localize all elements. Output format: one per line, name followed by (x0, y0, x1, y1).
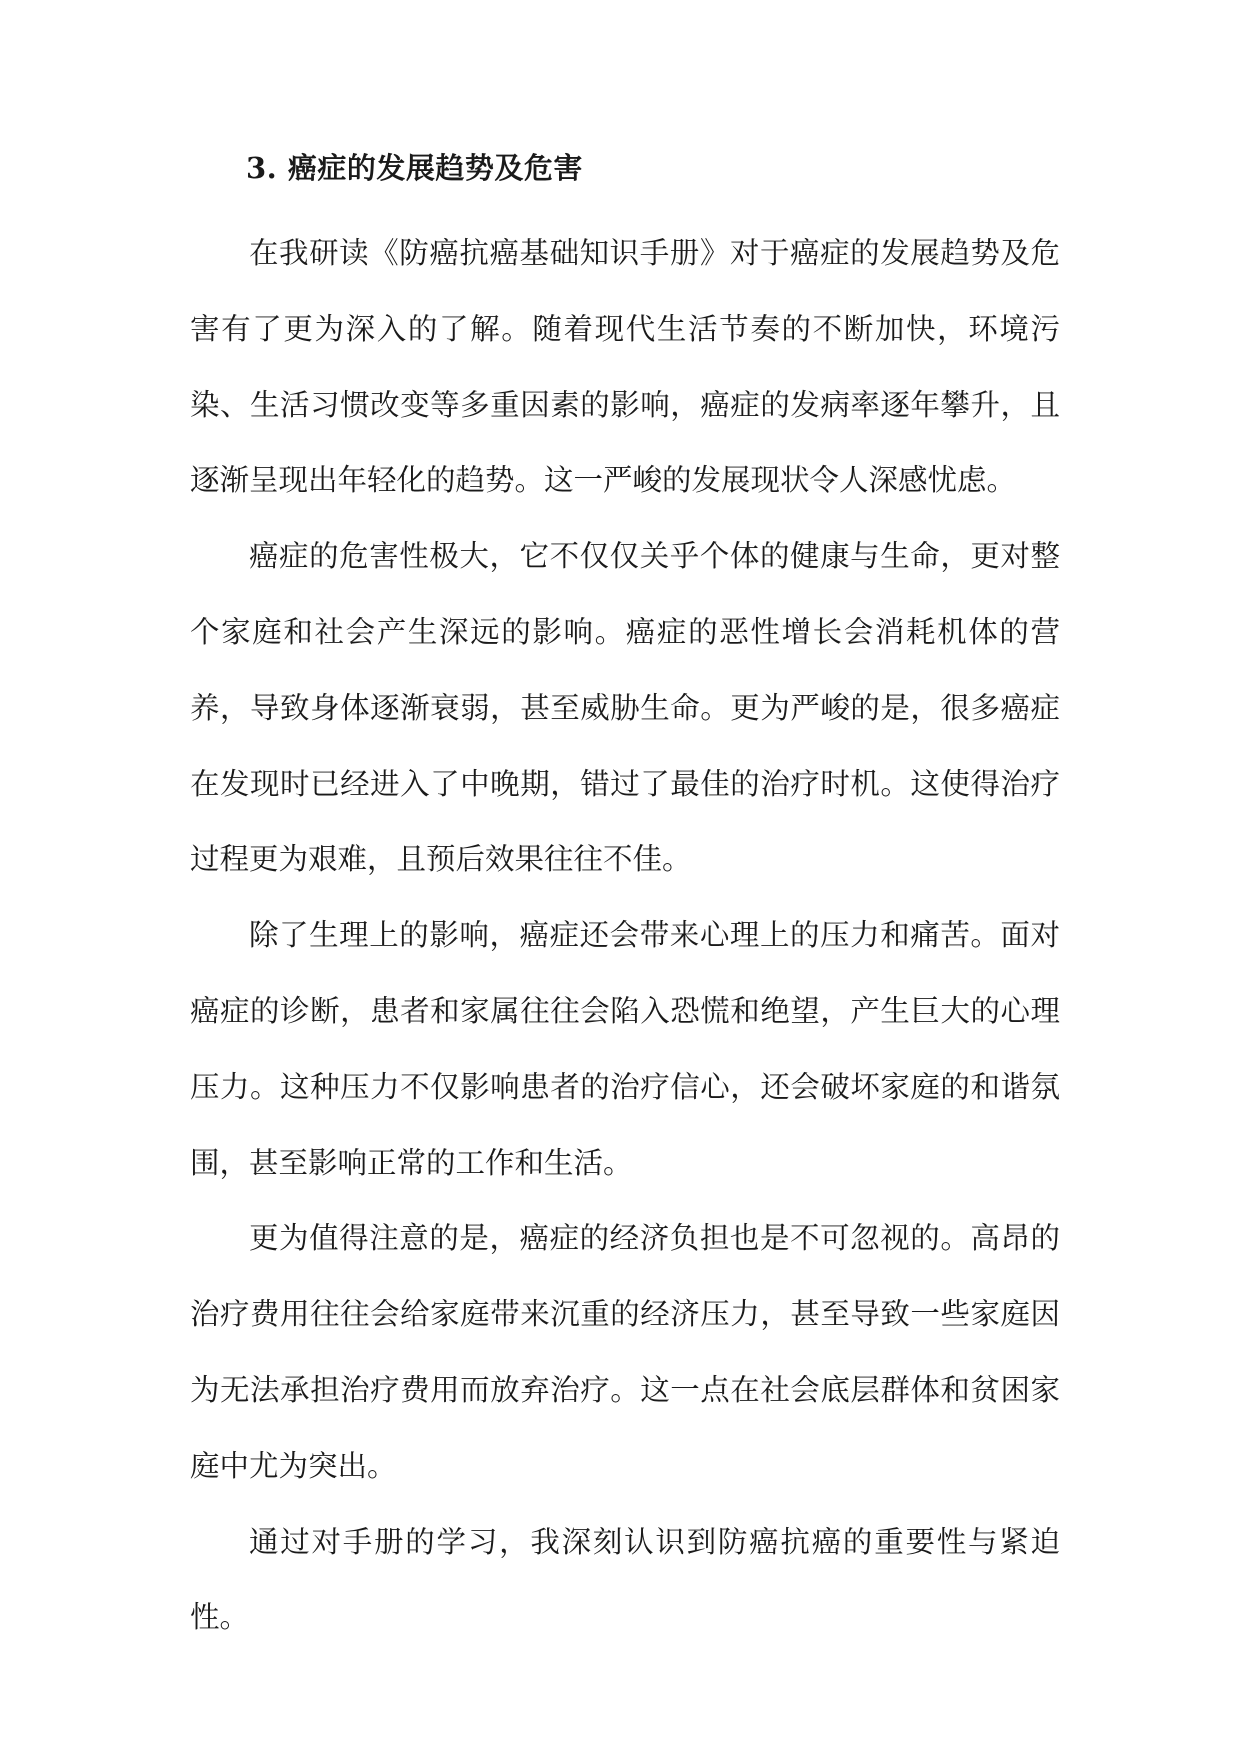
paragraph-harm: 癌症的危害性极大，它不仅仅关乎个体的健康与生命，更对整个家庭和社会产生深远的影响。癌症的恶性增长会消耗机体的营养，导致身体逐渐衰弱，甚至威胁生命。更为严峻的是，很多癌症在发现时已经进入了中晚期，错过了最佳的治疗时机。这使得治疗过程更为艰难，且预后效果往往不佳。 (190, 539, 1060, 877)
body-text (190, 216, 1060, 1656)
section-heading: 3. 癌症的发展趋势及危害 (246, 151, 583, 185)
paragraph-psychological: 除了生理上的影响，癌症还会带来心理上的压力和痛苦。面对癌症的诊断，患者和家属往往会陷入恐慌和绝望，产生巨大的心理压力。这种压力不仅影响患者的治疗信心，还会破坏家庭的和谐氛围，甚至影响正常的工作和生活。 (190, 918, 1060, 1180)
paragraph-trend: 在我研读《防癌抗癌基础知识手册》对于癌症的发展趋势及危害有了更为深入的了解。随着现代生活节奏的不断加快，环境污染、生活习惯改变等多重因素的影响，癌症的发病率逐年攀升，且逐渐呈现出年轻化的趋势。这一严峻的发展现状令人深感忧虑。 (190, 236, 1060, 498)
paragraph-conclusion: 通过对手册的学习，我深刻认识到防癌抗癌的重要性与紧迫性。 (190, 1524, 1060, 1635)
paragraph-economic: 更为值得注意的是，癌症的经济负担也是不可忽视的。高昂的治疗费用往往会给家庭带来沉重的经济压力，甚至导致一些家庭因为无法承担治疗费用而放弃治疗。这一点在社会底层群体和贫困家庭中尤为突出。 (190, 1221, 1060, 1483)
